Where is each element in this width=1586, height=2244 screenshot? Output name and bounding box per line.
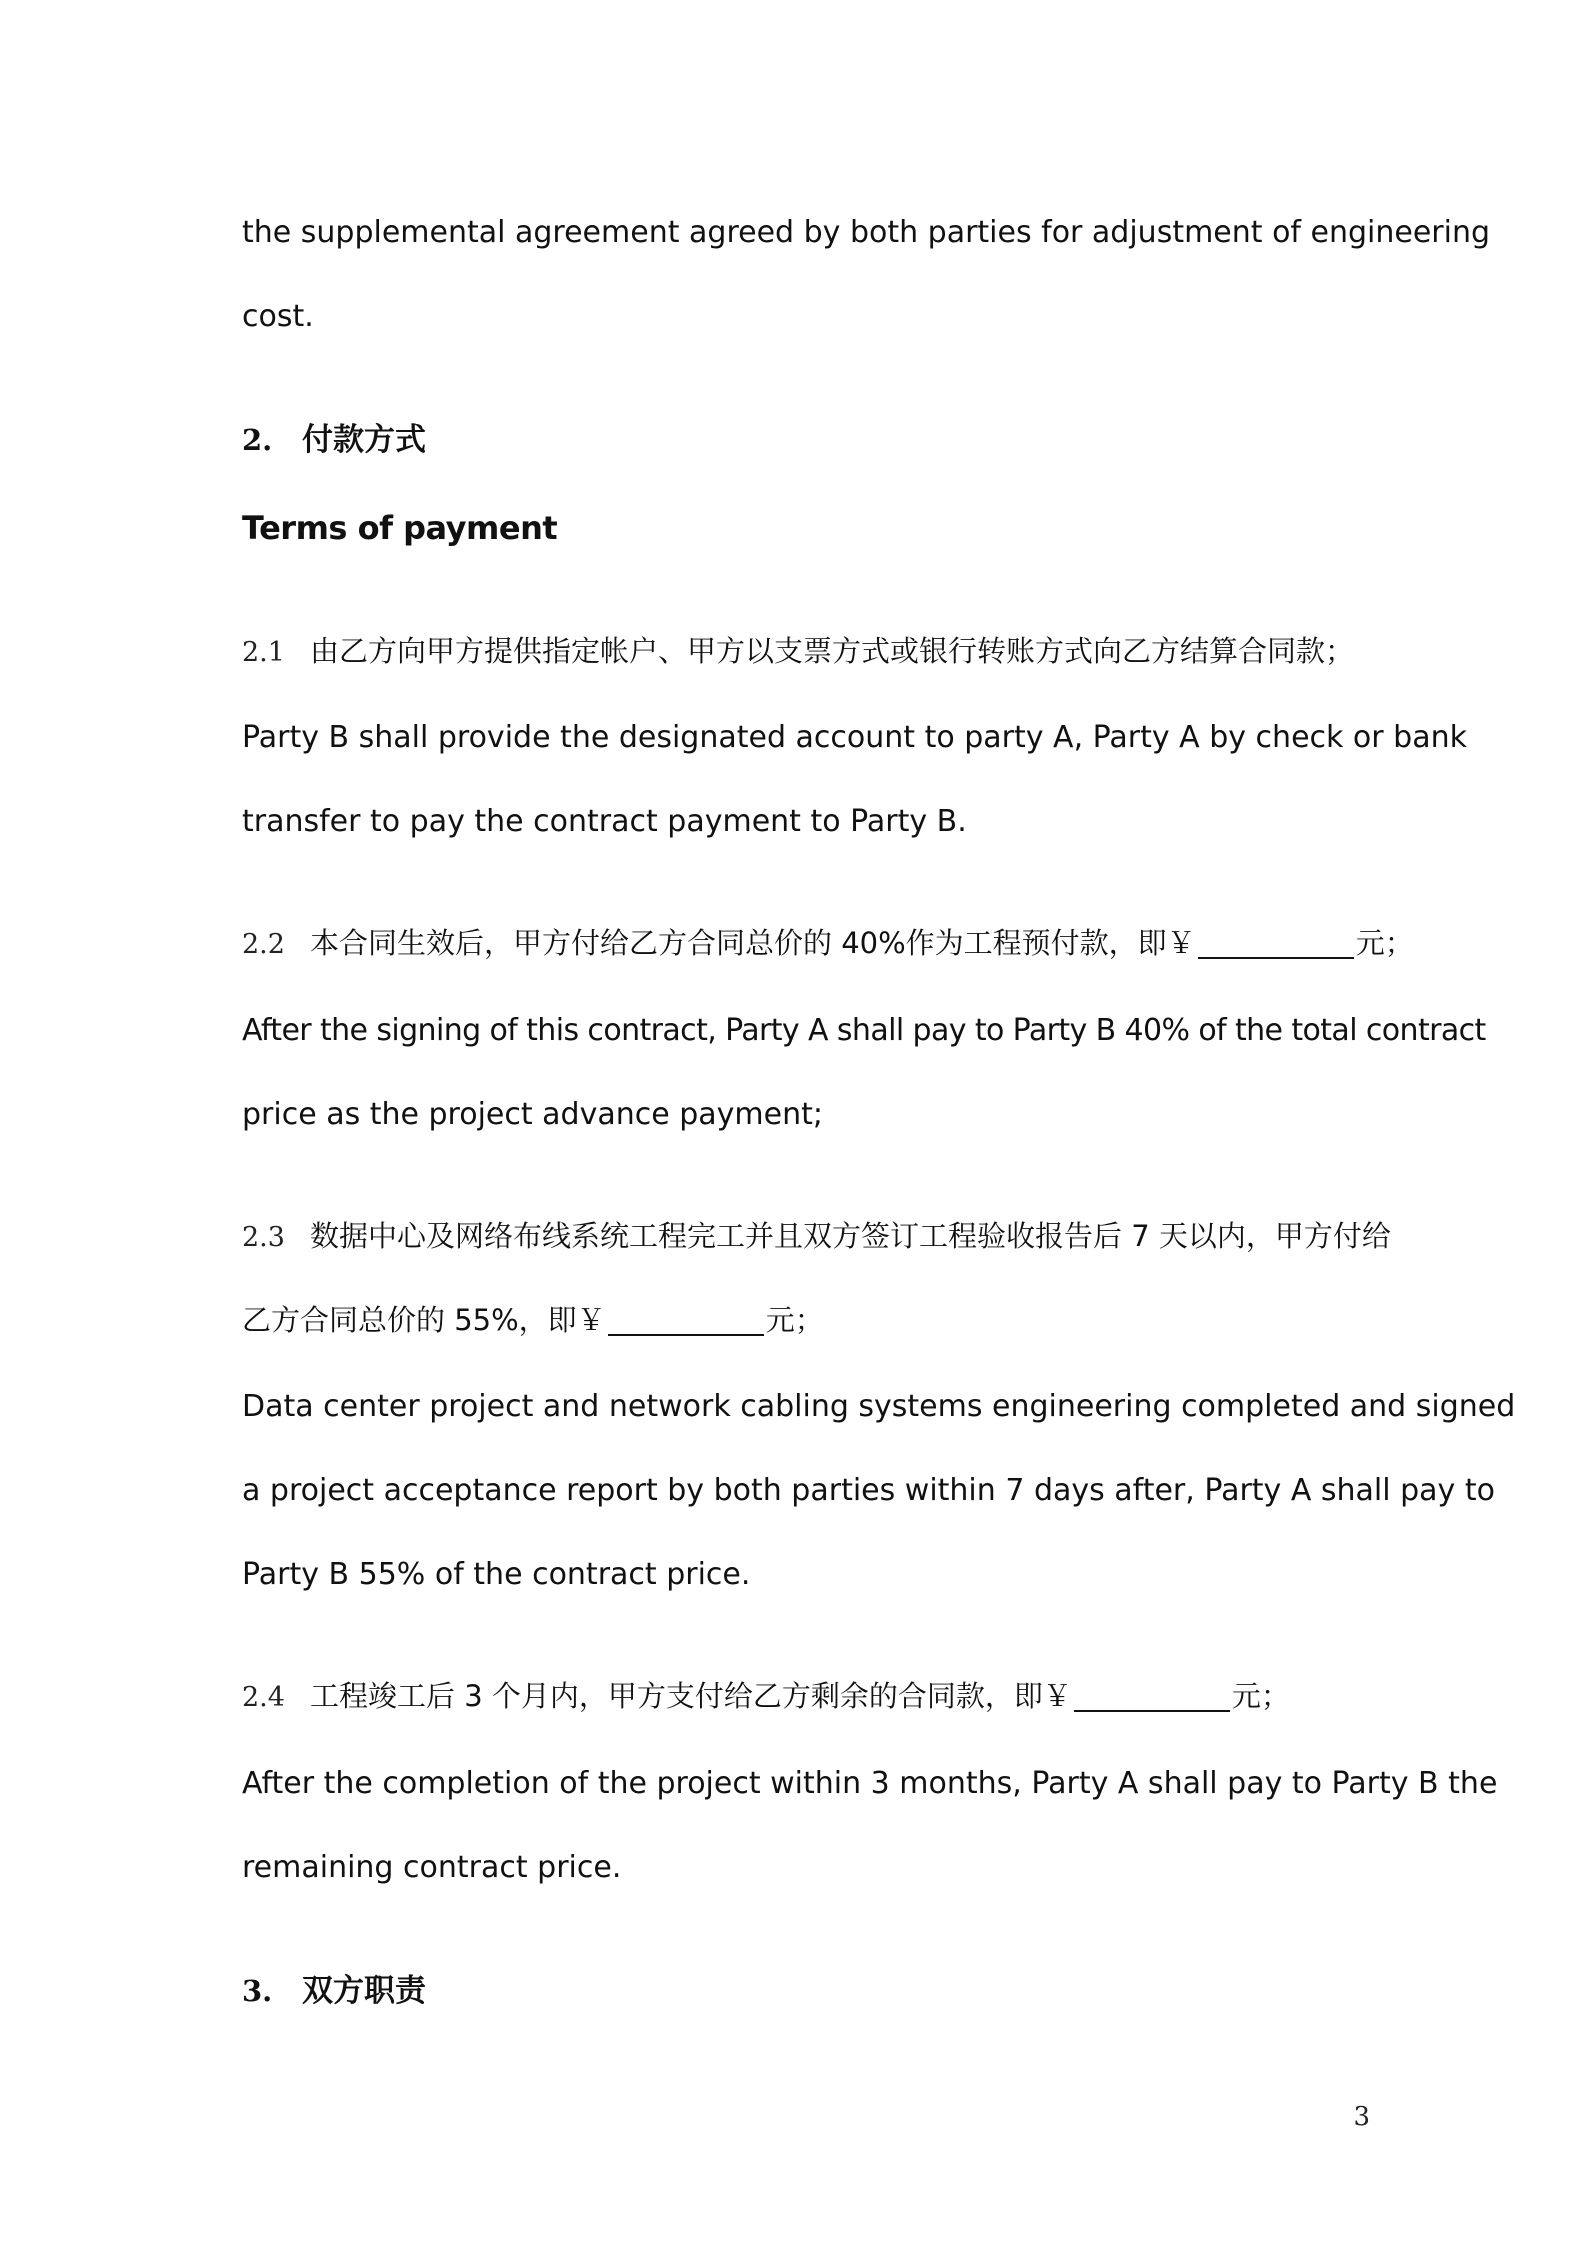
- clause-2-1-en-line-1: Party B shall provide the designated account to party A, Party A by check or bank: [242, 720, 1467, 755]
- amount-blank: [1198, 927, 1354, 959]
- clause-2-1-cn: [242, 631, 1362, 673]
- clause-number: 2.4: [242, 1682, 285, 1713]
- continuation-line-1: the supplemental agreement agreed by both parties for adjustment of engineering: [242, 215, 1491, 250]
- section-3-heading: [242, 1971, 1362, 2012]
- clause-2-3-cn-line-2: [242, 1300, 1362, 1341]
- currency-unit: 元；: [1355, 926, 1414, 960]
- clause-2-3-cn-line-1: [242, 1216, 1391, 1258]
- section-2-title-cn: 付款方式: [302, 422, 426, 458]
- clause-cn-text: 数据中心及网络布线系统工程完工并且双方签订工程验收报告后 7 天以内，甲方付给: [310, 1219, 1391, 1253]
- amount-blank: [1074, 1680, 1230, 1712]
- clause-number: 2.3: [242, 1222, 285, 1253]
- continuation-line-2: cost.: [242, 299, 314, 334]
- clause-number: 2.2: [242, 929, 285, 960]
- section-2-number: 2.: [242, 423, 273, 457]
- clause-2-4-en-line-1: After the completion of the project within 3 months, Party A shall pay to Party B the: [242, 1766, 1498, 1801]
- clause-2-4-en-line-2: remaining contract price.: [242, 1850, 622, 1885]
- clause-cn-text: 由乙方向甲方提供指定帐户、甲方以支票方式或银行转账方式向乙方结算合同款；: [310, 634, 1355, 668]
- clause-2-1-en-line-2: transfer to pay the contract payment to Party B.: [242, 804, 967, 839]
- clause-number: 2.1: [242, 637, 285, 668]
- clause-2-4-cn: [242, 1676, 1362, 1718]
- section-3-number: 3.: [242, 1974, 273, 2008]
- clause-cn-text: 乙方合同总价的 55%，即￥: [242, 1303, 606, 1337]
- clause-2-2-en-line-2: price as the project advance payment;: [242, 1097, 823, 1132]
- section-2-title-en: Terms of payment: [242, 509, 558, 547]
- currency-unit: 元；: [1231, 1679, 1290, 1713]
- amount-blank: [608, 1304, 764, 1336]
- section-2-heading: [242, 420, 1362, 461]
- clause-cn-text: 本合同生效后，甲方付给乙方合同总价的 40%作为工程预付款，即￥: [310, 926, 1196, 960]
- clause-2-3-en-line-3: Party B 55% of the contract price.: [242, 1557, 751, 1592]
- page-number: 3: [1353, 2102, 1370, 2132]
- clause-2-3-en-line-1: Data center project and network cabling systems engineering completed and signed: [242, 1389, 1516, 1424]
- currency-unit: 元；: [765, 1303, 824, 1337]
- clause-2-2-cn: [242, 923, 1414, 965]
- section-3-title-cn: 双方职责: [302, 1973, 426, 2009]
- clause-2-2-en-line-1: After the signing of this contract, Party A shall pay to Party B 40% of the total contract: [242, 1013, 1486, 1048]
- clause-2-3-en-line-2: a project acceptance report by both parties within 7 days after, Party A shall pay to: [242, 1473, 1495, 1508]
- clause-cn-text: 工程竣工后 3 个月内，甲方支付给乙方剩余的合同款，即￥: [310, 1679, 1072, 1713]
